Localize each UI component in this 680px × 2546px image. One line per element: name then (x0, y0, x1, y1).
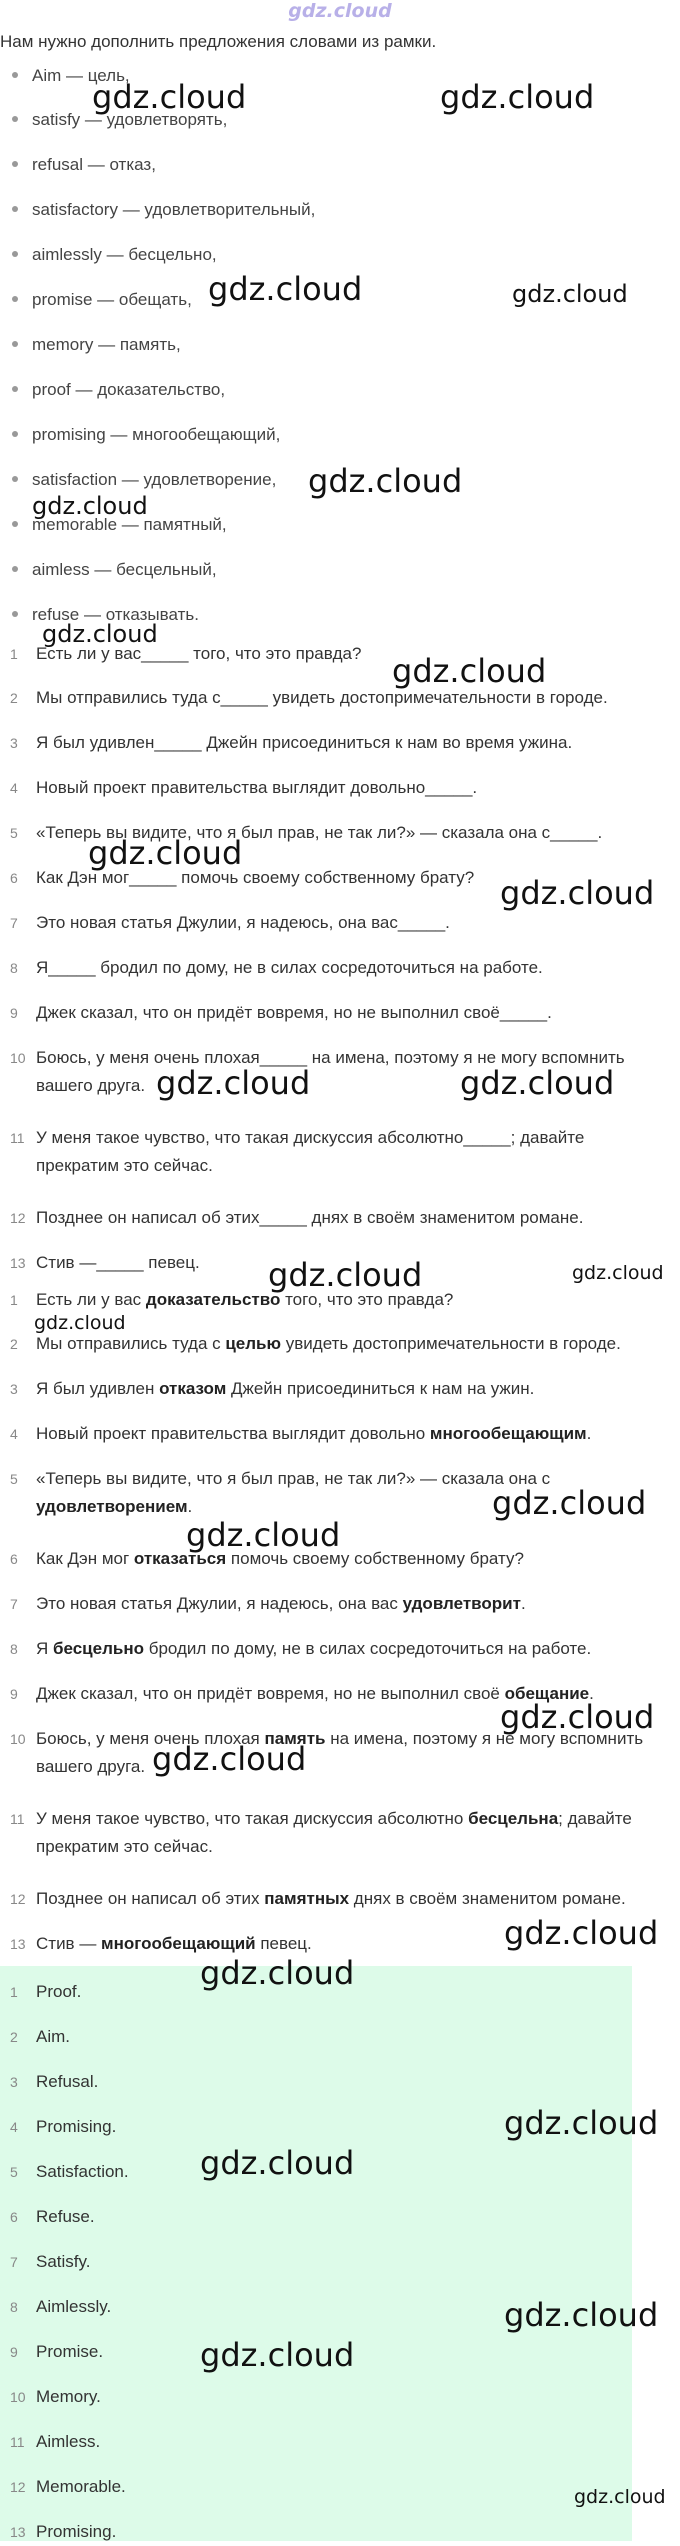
watermark: gdz.cloud (88, 834, 243, 872)
list-item: 10 Боюсь, у меня очень плохая память на имена, поэтому я не могу вспомнить вашего друга. (10, 1729, 644, 1776)
watermark: gdz.cloud (34, 1312, 126, 1334)
list-item: 5 «Теперь вы видите, что я был прав, не так ли?» — сказала она с удовлетворением. (10, 1469, 551, 1516)
bullet-icon (12, 251, 18, 257)
list-item: 9 Джек сказал, что он придёт вовремя, но не выполнил своё обещание. (10, 1684, 594, 1703)
watermark: gdz.cloud (500, 874, 655, 912)
list-item: 12 Позднее он написал об этих_____ днях в своём знаменитом романе. (10, 1208, 584, 1227)
bullet-icon (12, 521, 18, 527)
bullet-icon (12, 72, 18, 78)
vocab-item: satisfy — удовлетворять, (12, 108, 227, 132)
watermark: gdz.cloud (492, 1484, 647, 1522)
list-item: 2 Мы отправились туда с целью увидеть достопримечательности в городе. (10, 1334, 621, 1353)
vocab-item: promising — многообещающий, (12, 423, 280, 447)
watermark: gdz.cloud (574, 2486, 666, 2508)
list-item: 6 Refuse. (10, 2207, 95, 2226)
watermark: gdz.cloud (156, 1064, 311, 1102)
watermark: gdz.cloud (460, 1064, 615, 1102)
bullet-icon (12, 476, 18, 482)
list-item: 13 Стив — многообещающий певец. (10, 1934, 312, 1953)
list-item: 11 У меня такое чувство, что такая дискуссия абсолютно_____; давайте прекратим это сейчас. (10, 1128, 585, 1175)
list-item: 13 Стив —_____ певец. (10, 1253, 200, 1272)
watermark: gdz.cloud (200, 2144, 355, 2182)
bullet-icon (12, 566, 18, 572)
watermark: gdz.cloud (392, 652, 547, 690)
list-item: 7 Это новая статья Джулии, я надеюсь, она вас_____. (10, 913, 450, 932)
list-item: 12 Позднее он написал об этих памятных днях в своём знаменитом романе. (10, 1889, 626, 1908)
list-item: 7 Satisfy. (10, 2252, 91, 2271)
list-item: 1 Есть ли у вас_____ того, что это правда? (10, 644, 362, 663)
bullet-icon (12, 206, 18, 212)
vocab-item: promise — обещать, (12, 288, 192, 312)
list-item: 2 Aim. (10, 2027, 70, 2046)
watermark: gdz.cloud (504, 2104, 659, 2142)
watermark: gdz.cloud (512, 280, 628, 308)
watermark: gdz.cloud (440, 78, 595, 116)
watermark: gdz.cloud (200, 1954, 355, 1992)
vocab-item: refuse — отказывать. (12, 603, 199, 627)
list-item: 5 «Теперь вы видите, что я был прав, не так ли?» — сказала она с_____. (10, 823, 603, 842)
list-item: 6 Как Дэн мог отказаться помочь своему собственному брату? (10, 1549, 524, 1568)
bullet-icon (12, 161, 18, 167)
watermark: gdz.cloud (200, 2336, 355, 2374)
task-instruction: Нам нужно дополнить предложения словами из рамки. (0, 32, 437, 51)
bullet-icon (12, 431, 18, 437)
vocab-item: memory — память, (12, 333, 181, 357)
list-item: 2 Мы отправились туда с_____ увидеть достопримечательности в городе. (10, 688, 608, 707)
bullet-icon (12, 296, 18, 302)
list-item: 10 Memory. (10, 2387, 101, 2406)
list-item: 9 Promise. (10, 2342, 104, 2361)
bullet-icon (12, 341, 18, 347)
bullet-icon (12, 386, 18, 392)
list-item: 9 Джек сказал, что он придёт вовремя, но не выполнил своё_____. (10, 1003, 552, 1022)
list-item: 8 Я_____ бродил по дому, не в силах сосредоточиться на работе. (10, 958, 543, 977)
bullet-icon (12, 116, 18, 122)
watermark: gdz.cloud (504, 1914, 659, 1952)
watermark: gdz.cloud (152, 1740, 307, 1778)
watermark: gdz.cloud (504, 2296, 659, 2334)
vocab-item: aimless — бесцельный, (12, 558, 217, 582)
list-item: 4 Новый проект правительства выглядит довольно многообещающим. (10, 1424, 592, 1443)
list-item: 1 Proof. (10, 1982, 82, 2001)
list-item: 11 Aimless. (10, 2432, 101, 2451)
vocab-item: proof — доказательство, (12, 378, 225, 402)
list-item: 11 У меня такое чувство, что такая дискуссия абсолютно бесцельна; давайте прекратим это сейчас. (10, 1809, 632, 1856)
list-item: 8 Aimlessly. (10, 2297, 112, 2316)
site-logo[interactable]: gdz.cloud (288, 0, 392, 22)
vocab-item: satisfactory — удовлетворительный, (12, 198, 315, 222)
answers-panel (0, 1966, 632, 2541)
list-item: 6 Как Дэн мог_____ помочь своему собственному брату? (10, 868, 475, 887)
list-item: 1 Есть ли у вас доказательство того, что это правда? (10, 1290, 454, 1309)
list-item: 5 Satisfaction. (10, 2162, 129, 2181)
vocab-item: memorable — памятный, (12, 513, 227, 537)
watermark: gdz.cloud (500, 1698, 655, 1736)
bullet-icon (12, 611, 18, 617)
watermark: gdz.cloud (186, 1516, 341, 1554)
list-item: 12 Memorable. (10, 2477, 126, 2496)
list-item: 7 Это новая статья Джулии, я надеюсь, она вас удовлетворит. (10, 1594, 526, 1613)
watermark: gdz.cloud (208, 270, 363, 308)
list-item: 3 Я был удивлен отказом Джейн присоединиться к нам на ужин. (10, 1379, 535, 1398)
watermark: gdz.cloud (42, 620, 158, 648)
vocab-item: aimlessly — бесцельно, (12, 243, 217, 267)
watermark: gdz.cloud (572, 1262, 664, 1284)
list-item: 3 Я был удивлен_____ Джейн присоединиться к нам во время ужина. (10, 733, 573, 752)
vocab-item: refusal — отказ, (12, 153, 156, 177)
watermark: gdz.cloud (308, 462, 463, 500)
vocab-item: Aim — цель, (12, 64, 130, 88)
list-item: 8 Я бесцельно бродил по дому, не в силах сосредоточиться на работе. (10, 1639, 592, 1658)
watermark: gdz.cloud (32, 492, 148, 520)
list-item: 13 Promising. (10, 2522, 117, 2541)
watermark: gdz.cloud (92, 78, 247, 116)
list-item: 3 Refusal. (10, 2072, 99, 2091)
vocab-item: satisfaction — удовлетворение, (12, 468, 276, 492)
list-item: 10 Боюсь, у меня очень плохая_____ на имена, поэтому я не могу вспомнить вашего друга. (10, 1048, 625, 1095)
watermark: gdz.cloud (268, 1256, 423, 1294)
list-item: 4 Promising. (10, 2117, 117, 2136)
list-item: 4 Новый проект правительства выглядит довольно_____. (10, 778, 478, 797)
